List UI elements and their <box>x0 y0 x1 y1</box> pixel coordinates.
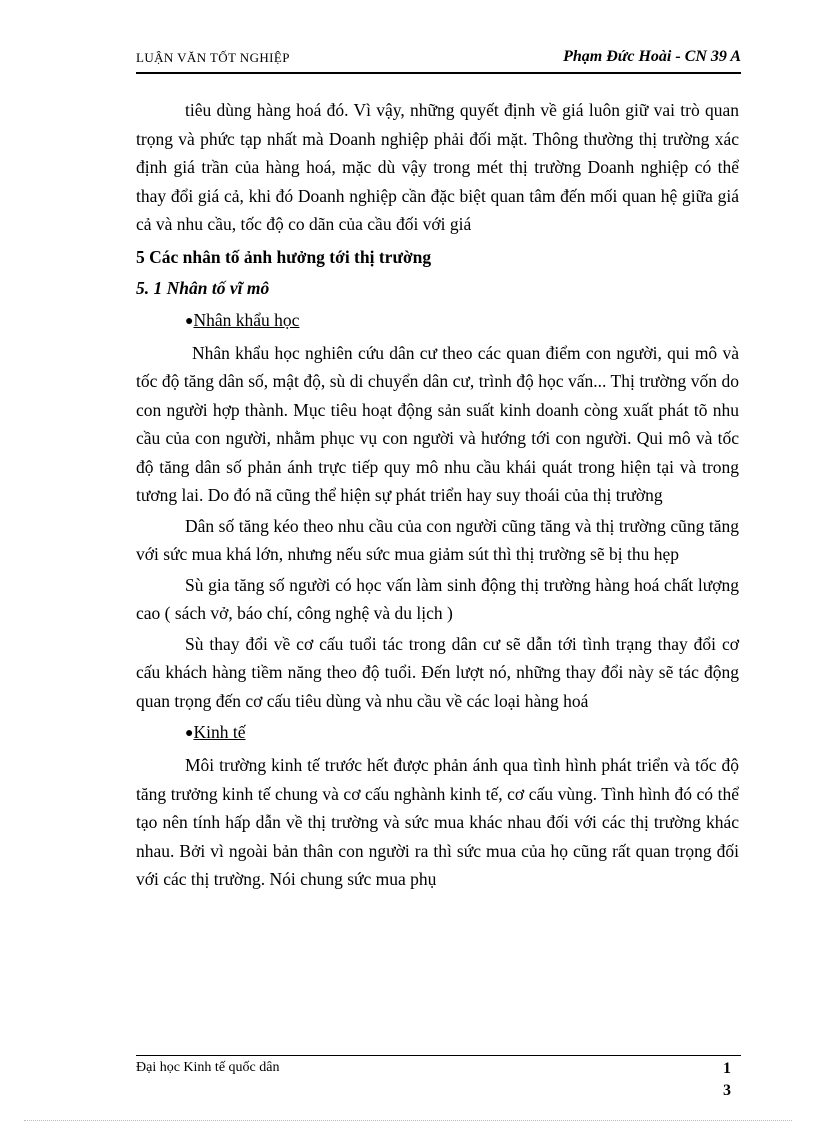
paragraph: Môi trường kinh tế trước hết được phản ánh qua tình hình phát triển và tốc độ tăng trưởng kinh tế chung và cơ cấu nghành kinh tế, cơ cấu vùng. Tình hình đó có thể tạo nên tính hấp dẫn về thị trường và sức mua khác nhau đối với các thị trường khác nhau. Bởi vì ngoài bản thân con người ra thì sức mua của họ cũng rất quan trọng đối với các thị trường. Nói chung sức mua phụ <box>136 755 739 889</box>
bullet-icon: ● <box>185 313 194 329</box>
page-bottom-edge <box>24 1120 792 1121</box>
bullet-demographics <box>185 305 739 337</box>
paragraph: Nhân khẩu học nghiên cứu dân cư theo các quan điểm con người, qui mô và tốc độ tăng dân số, mật độ, sù di chuyển dân cư, trình độ học vấn... Thị trường vốn do con người hợp thành. Mục tiêu hoạt động sản suất kinh doanh còng xuất phát tõ nhu cầu của con người, nhằm phục vụ con người và hướng tới con người. Qui mô và tốc độ tăng dân số phản ánh trực tiếp quy mô nhu cầu khái quát trong hiện tại và trong tương lai. Do đó nã cũng thể hiện sự phát triển hay suy thoái của thị trường <box>136 342 739 505</box>
page-number-line1: 1 <box>723 1060 731 1077</box>
bullet-economy <box>185 717 739 749</box>
bullet-icon: ● <box>185 726 194 741</box>
subsection-heading: 5. 1 Nhân tố vĩ mô <box>136 277 270 298</box>
header-author: Phạm Đức Hoài - CN 39 A <box>563 48 741 65</box>
footer-university: Đại học Kinh tế quốc dân <box>136 1060 280 1075</box>
page-header <box>136 50 741 70</box>
paragraph: Sù gia tăng số người có học vấn làm sinh động thị trường hàng hoá chất lượng cao ( sách vở, báo chí, công nghệ và du lịch ) <box>136 574 739 623</box>
page-body <box>136 96 739 894</box>
footer-divider <box>136 1055 741 1056</box>
bullet-label: Kinh tế <box>193 722 246 742</box>
page-number-line2: 3 <box>723 1082 731 1099</box>
section-heading: 5 Các nhân tố ảnh hưởng tới thị trường <box>136 246 432 267</box>
page-number <box>720 1058 734 1102</box>
header-divider <box>136 72 741 74</box>
paragraph-intro: tiêu dùng hàng hoá đó. Vì vậy, những quyết định về giá luôn giữ vai trò quan trọng và phức tạp nhất mà Doanh nghiệp phải đối mặt. Thông thường thị trường xác định giá trần của hàng hoá, mặc dù vậy trong mét thị trường Doanh nghiệp có thể thay đổi giá cả, khi đó Doanh nghiệp cần đặc biệt quan tâm đến mối quan hệ giữa giá cả và nhu cầu, tốc độ co dãn của cầu đối với giá <box>136 100 739 234</box>
header-thesis-title: LUẬN VĂN TỐT NGHIỆP <box>136 50 290 65</box>
paragraph: Dân số tăng kéo theo nhu cầu của con người cũng tăng và thị trường cũng tăng với sức mua khá lớn, nhưng nếu sức mua giảm sút thì thị trường sẽ bị thu hẹp <box>136 515 739 564</box>
paragraph: Sù thay đổi về cơ cấu tuổi tác trong dân cư sẽ dẫn tới tình trạng thay đổi cơ cấu khách hàng tiềm năng theo độ tuổi. Đến lượt nó, những thay đổi này sẽ tác động quan trọng đến cơ cấu tiêu dùng và nhu cầu về các loại hàng hoá <box>136 633 739 711</box>
bullet-label: Nhân khẩu học <box>193 309 300 330</box>
